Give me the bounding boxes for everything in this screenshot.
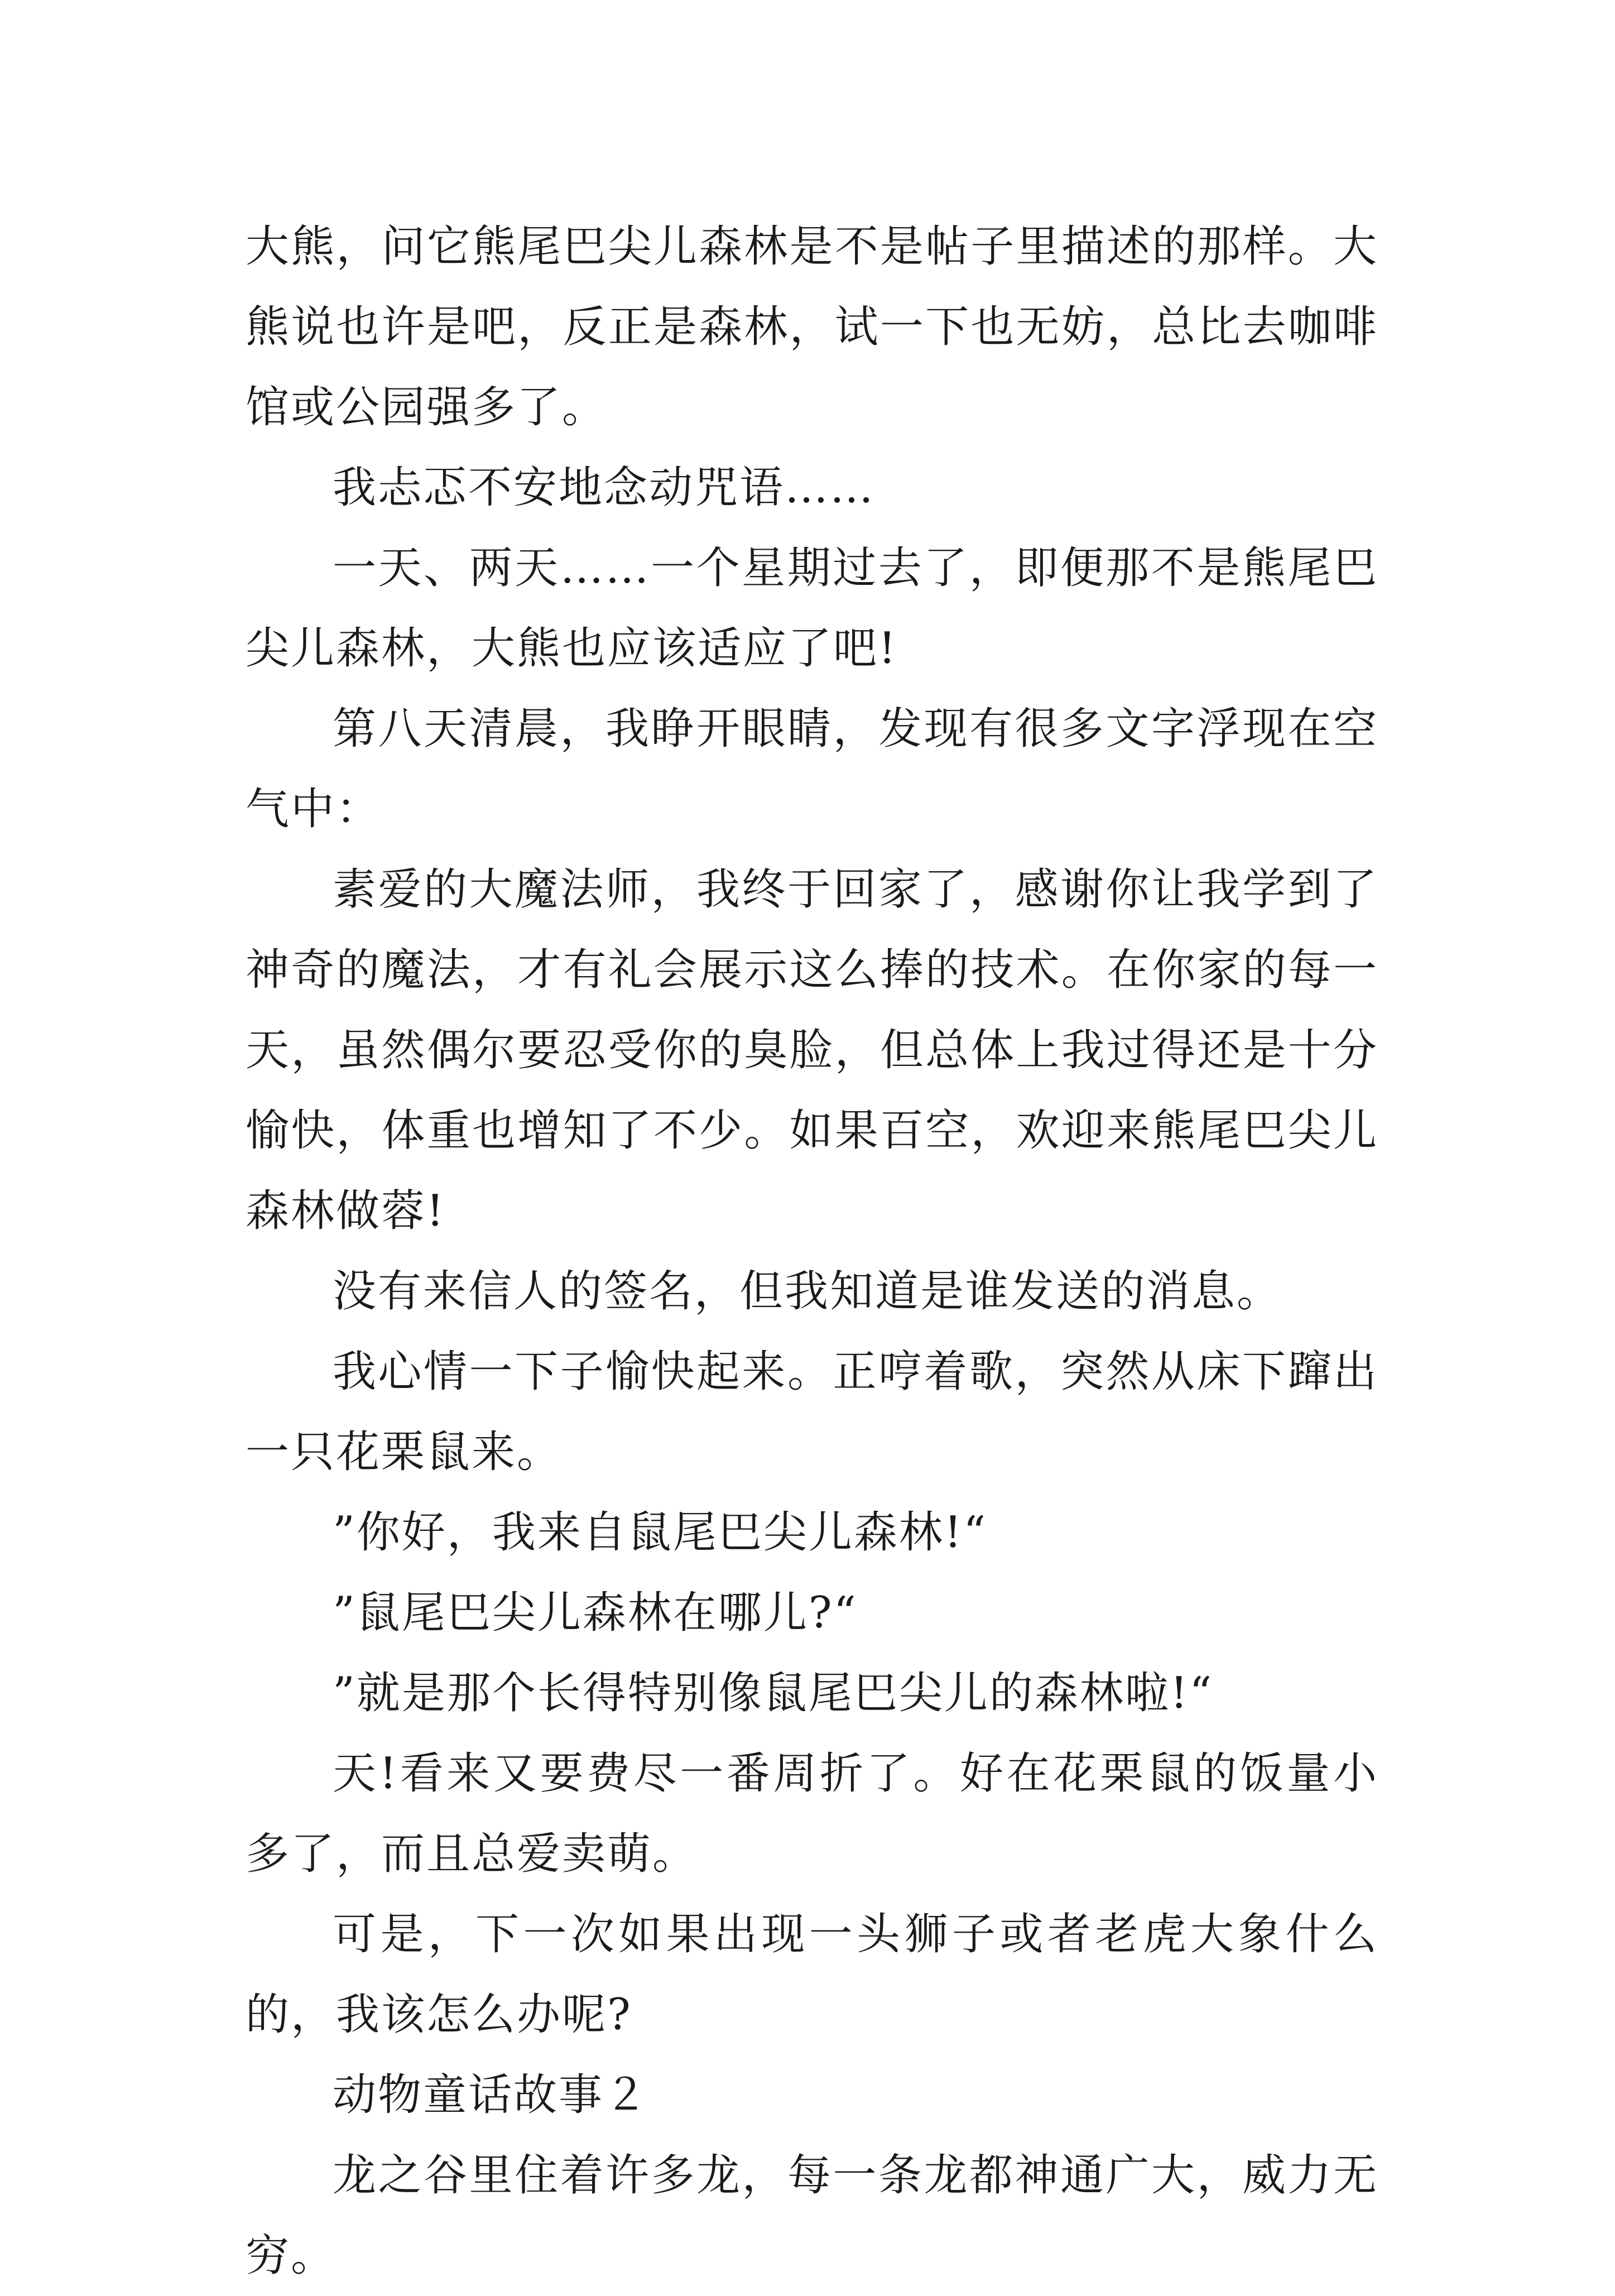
document-body (246, 206, 1378, 2296)
paragraph: 天!看来又要费尽一番周折了。好在花栗鼠的饭量小多了，而且总爱卖萌。 (246, 1749, 1378, 1879)
paragraph: 没有来信人的签名，但我知道是谁发送的消息。 (333, 1266, 1282, 1317)
section-heading: 动物童话故事２ (333, 2070, 650, 2120)
paragraph: 我忐忑不安地念动咒语…… (333, 463, 876, 513)
paragraph-continued: 大熊，问它熊尾巴尖儿森林是不是帖子里描述的那样。大熊说也许是吧，反正是森林，试一下也无妨，总比去咖啡馆或公园强多了。 (246, 222, 1378, 433)
paragraph: 第八天清晨，我睁开眼睛，发现有很多文字浮现在空气中： (246, 704, 1378, 834)
dialogue-line: ”就是那个长得特别像鼠尾巴尖儿的森林啦!“ (333, 1668, 1214, 1718)
paragraph-letter: 素爱的大魔法师，我终于回家了，感谢你让我学到了神奇的魔法，才有礼会展示这么捧的技术。在你家的每一天，虽然偶尔要忍受你的臭脸，但总体上我过得还是十分愉快，体重也增知了不少。如果百空，欢迎来熊尾巴尖儿森林做蓉! (246, 864, 1378, 1236)
paragraph: 龙之谷里住着许多龙，每一条龙都神通广大，威力无穷。 (246, 2150, 1378, 2281)
paragraph: 可是，下一次如果出现一头狮子或者老虎大象什么的，我该怎么办呢? (246, 1909, 1378, 2040)
paragraph: 我心情一下子愉快起来。正哼着歌，突然从床下蹿出一只花栗鼠来。 (246, 1347, 1378, 1477)
paragraph: 一天、两天……一个星期过去了，即便那不是熊尾巴尖儿森林，大熊也应该适应了吧! (246, 543, 1378, 674)
dialogue-line: ”鼠尾巴尖儿森林在哪儿?“ (333, 1588, 858, 1638)
dialogue-line: ”你好，我来自鼠尾巴尖儿森林!“ (333, 1507, 988, 1558)
